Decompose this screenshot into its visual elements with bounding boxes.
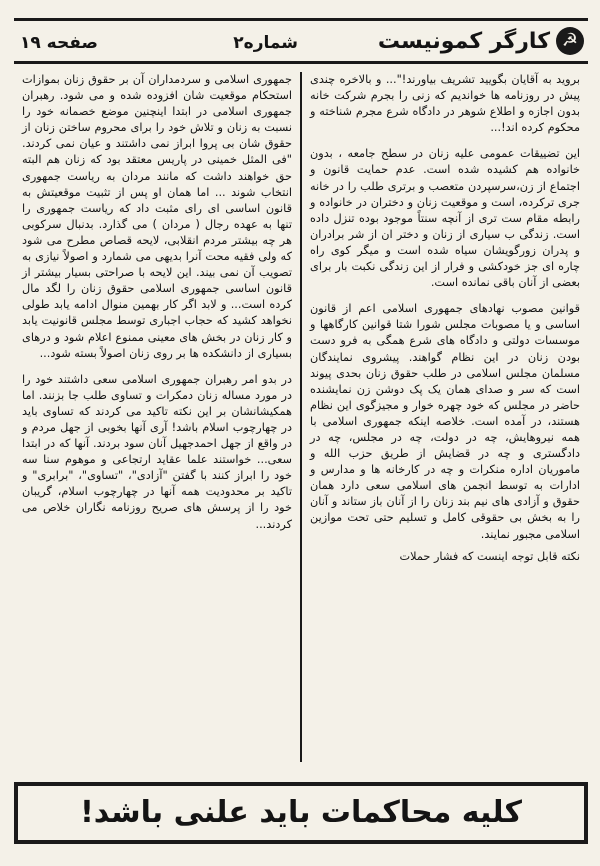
issue-number: شماره۲ (233, 33, 298, 53)
masthead-title: کارگر کمونیست (377, 29, 550, 54)
paragraph: جمهوری اسلامی و سردمداران آن بر حقوق زنان بموازات استحكام موقعيت شان افزوده شده و می شود. رهبران جمهوری اسلامی در ابتدا اينچنين موضع خصمانه خود را نسبت به زنان و تلاش خود را برای محروم ساختن زنان از حقوق شان بی پروا ابراز نمی داشتند و عيان نمی كردند. "فی المثل خمينی در پاريس معتقد بود كه زنان هم البته حق خواهند داشت كه مانند مردان به رياست جمهوری انتخاب شوند ... اما همان او پس از تثبيت موقعيتش به قانون اساسی ای رای مثبت داد كه رياست جمهوری را تنها به عهده رجال ( مردان ) می گذارد. بدنبال سركوبی هر چه بيشتر مردم انقلابی، لايحه قصاص مطرح می شود كه ولی فقيه محت آنرا بديهی می شمارد و اصولاً نيازی به تصويب آن نمی بيند. اين لايحه با صراحتی بسيار بيشتر از قانون اساسی جمهوری اسلامی حقوق زنان را لگد مال كرده است... و لابد اگر كار بهمين منوال ادامه يابد طولی نخواهد كشيد كه حجاب اجباری توسط مجلس قانونيت يابد و كار زنان در بخش های معينی ممنوع اعلام شود و درهای بسياری از دانشكده ها بر روی زنان اصولاً بسته شود... (22, 73, 292, 360)
right-column (306, 72, 584, 762)
slogan-banner: كليه محاكمات بايد علنی باشد! (14, 782, 588, 844)
paragraph: نكته قابل توجه اينست كه فشار حملات (399, 549, 580, 563)
column-divider (300, 72, 302, 762)
newspaper-page (14, 10, 588, 854)
paragraph: اين تضييقات عمومی عليه زنان در سطح جامعه ، بدون خانواده هم كشيده شده است. عدم حمايت قانون و اجتماع از زن،سرسپردن متعصب و برتری طلب را در خانه جری تركرده، است و موقعيت زنان و دختران در خانواده و رابطه مقام ست تری از آنچه سنتاً موجود بوده تنزل داده است. زندگی ب سياری از زنان و دختر ان از شر برادران و پدران زورگويشان سياه شده است و ميگر كوی راه چاره ای جز خودكشی و فرار از اين زندگی نكبت بار برای بعضی از آنان باقی نمانده است. (310, 147, 580, 290)
paragraph: قوانين مصوب نهادهای جمهوری اسلامی اعم از قانون اساسی و يا مصوبات مجلس شورا شتا قوانين كارگاهها و موسسات دولتی و دادگاه های شرع همگی به فرو دست بودن زنان در اين نظام گواهند. پيشروی نمايندگان مسلمان مجلس اسلامی در طلب حقوق زنان بحدی پيوند است كه سر و صدای همان يک پک دوشن زن نمايشنده حاضر در مجلس كه خود چهره خوار و مجيزگوی اين نظام هستند، در آمده است. خلاصه اينكه جمهوری اسلامی با همه نيروهايش، چه در دولت، چه در مجلس، چه در دادگستری و چه در قضايش از طريق حزب الله و ماموريان اداره منكرات و چه در كارخانه ها و مدارس و ادارات به توسط انجمن های اسلامی سعی دارد همان حقوق و آزادی های نيم بند زنان را از آنان باز ستاند و آنان را به بخش بی حقوقی كامل و تسليم حتی تحت موازين اسلامی مجبور نمايند. (310, 302, 580, 541)
left-column (18, 72, 296, 762)
page-header (14, 18, 588, 64)
page-number: صفحه ۱۹ (20, 33, 98, 53)
hammer-sickle-icon: ☭ (556, 27, 584, 55)
paragraph: برويد به آقايان بگوييد تشريف بياورند!"... و بالاخره چندی پيش در روزنامه ها خوانديم كه زنی را بجرم شركت خانه بدون اجازه و اطلاع شوهر در دادگاه شرع مجرم شناخته و محكوم كرده اند!... (310, 73, 580, 135)
paragraph: در بدو امر رهبران جمهوری اسلامی سعی داشتند خود را در مورد مساله زنان دمكرات و تساوی طلب جا بزنند. اما همكيشانشان بر اين نكته تاكيد می كردند كه تساوی بايد در چهارچوب اسلام باشد! آری آنها بخوبی از جهل مردم و در واقع از جهل احمدجهيل آنان سود بردند. آنها كه در ابتدا سعی... خواستند علما عقايد ارتجاعی و موهوم سنا سه خود را ابراز كنند با گفتن "آزادی"، "تساوی"، "برابری" و تاكيد بر محدوديت همه آنها در چهارچوب اسلام، گريبان خود را از پرسش های صريح روزنامه نگاران خلاص می كردند... (22, 372, 292, 531)
